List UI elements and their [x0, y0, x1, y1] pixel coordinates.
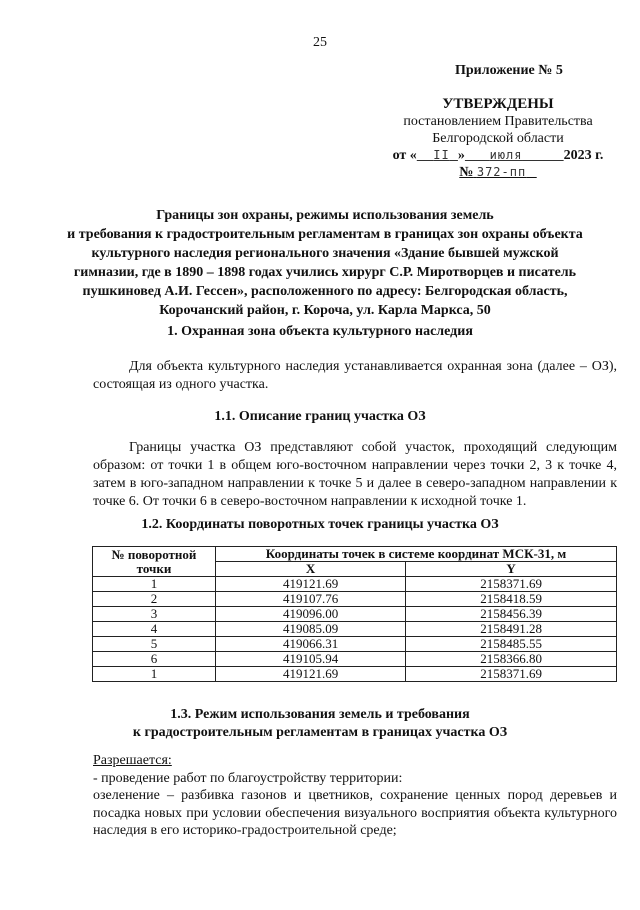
table-row: 6 419105.94 2158366.80	[93, 652, 617, 667]
title-line: Корочанский район, г. Короча, ул. Карла Маркса, 50	[159, 303, 491, 318]
section1-3-heading-line1: 1.3. Режим использования земель и требования	[170, 707, 470, 722]
section1-heading: 1. Охранная зона объекта культурного наследия	[167, 324, 473, 339]
table-row: 4 419085.09 2158491.28	[93, 622, 617, 637]
number-line: № 372-пп	[459, 165, 527, 180]
col-point-number-header: № поворотной точки	[93, 547, 216, 577]
appendix-label: Приложение № 5	[455, 63, 563, 78]
approval-line1: постановлением Правительства	[403, 114, 593, 129]
section1-3-heading	[0, 706, 640, 742]
section1-2-heading: 1.2. Координаты поворотных точек границы участка ОЗ	[141, 517, 499, 532]
allowed-item-2: озеленение – разбивка газонов и цветников, сохранение ценных пород деревьев и посадка новых при условии обеспечения визуального восприятия объекта культурного наследия в его историко-градостроительной среде;	[93, 788, 617, 838]
section1-1-heading: 1.1. Описание границ участка ОЗ	[214, 409, 426, 424]
col-coords-header: Координаты точек в системе координат МСК-31, м	[216, 547, 617, 562]
section1-1-text: Границы участка ОЗ представляют собой участок, проходящий следующим образом: от точки 1 в общем юго-восточном направлении через точки 2, 3 к точке 4, затем в юго-западном направлении к точке 5 и далее в северо-западном направлении к точке 6. От точки 6 в северо-восточном направлении к исходной точке 1.	[93, 440, 617, 509]
document-title	[60, 206, 590, 320]
title-line: пушкиновед А.И. Гессен», расположенного по адресу: Белгородская область,	[82, 284, 568, 299]
title-line: гимназии, где в 1890 – 1898 годах учились хирург С.Р. Миротворцев и писатель	[73, 265, 577, 280]
allowed-item-1: - проведение работ по благоустройству территории:	[93, 771, 403, 786]
section1-text: Для объекта культурного наследия устанавливается охранная зона (далее – ОЗ), состоящая из одного участка.	[93, 359, 617, 392]
date-year: 2023 г.	[563, 148, 604, 163]
table-row: 2 419107.76 2158418.59	[93, 592, 617, 607]
title-line: Границы зон охраны, режимы использования земель	[156, 208, 494, 223]
approval-date	[380, 147, 616, 164]
date-mid: »	[457, 148, 465, 163]
date-day: II	[433, 148, 450, 162]
title-line: и требования к градостроительным регламентам в границах зон охраны объекта	[67, 227, 583, 242]
approval-title: УТВЕРЖДЕНЫ	[442, 96, 554, 112]
approval-number	[380, 164, 616, 181]
coordinates-table	[92, 546, 617, 682]
table-row: 3 419096.00 2158456.39	[93, 607, 617, 622]
approval-block	[380, 96, 616, 181]
section1-3-heading-line2: к градостроительным регламентам в границах участка ОЗ	[132, 725, 508, 740]
approval-number-value: 372-пп	[476, 165, 527, 179]
approval-line2: Белгородской области	[432, 131, 564, 146]
date-month: июля	[489, 148, 523, 162]
col-x-header: X	[216, 562, 406, 577]
col-y-header: Y	[406, 562, 617, 577]
allowed-label: Разрешается:	[93, 753, 172, 768]
table-row: 1 419121.69 2158371.69	[93, 577, 617, 592]
date-prefix: от «	[392, 148, 417, 163]
title-line: культурного наследия регионального значения «Здание бывшей мужской	[91, 246, 559, 261]
table-row: 1 419121.69 2158371.69	[93, 667, 617, 682]
page-number: 25	[313, 35, 327, 50]
table-row: 5 419066.31 2158485.55	[93, 637, 617, 652]
